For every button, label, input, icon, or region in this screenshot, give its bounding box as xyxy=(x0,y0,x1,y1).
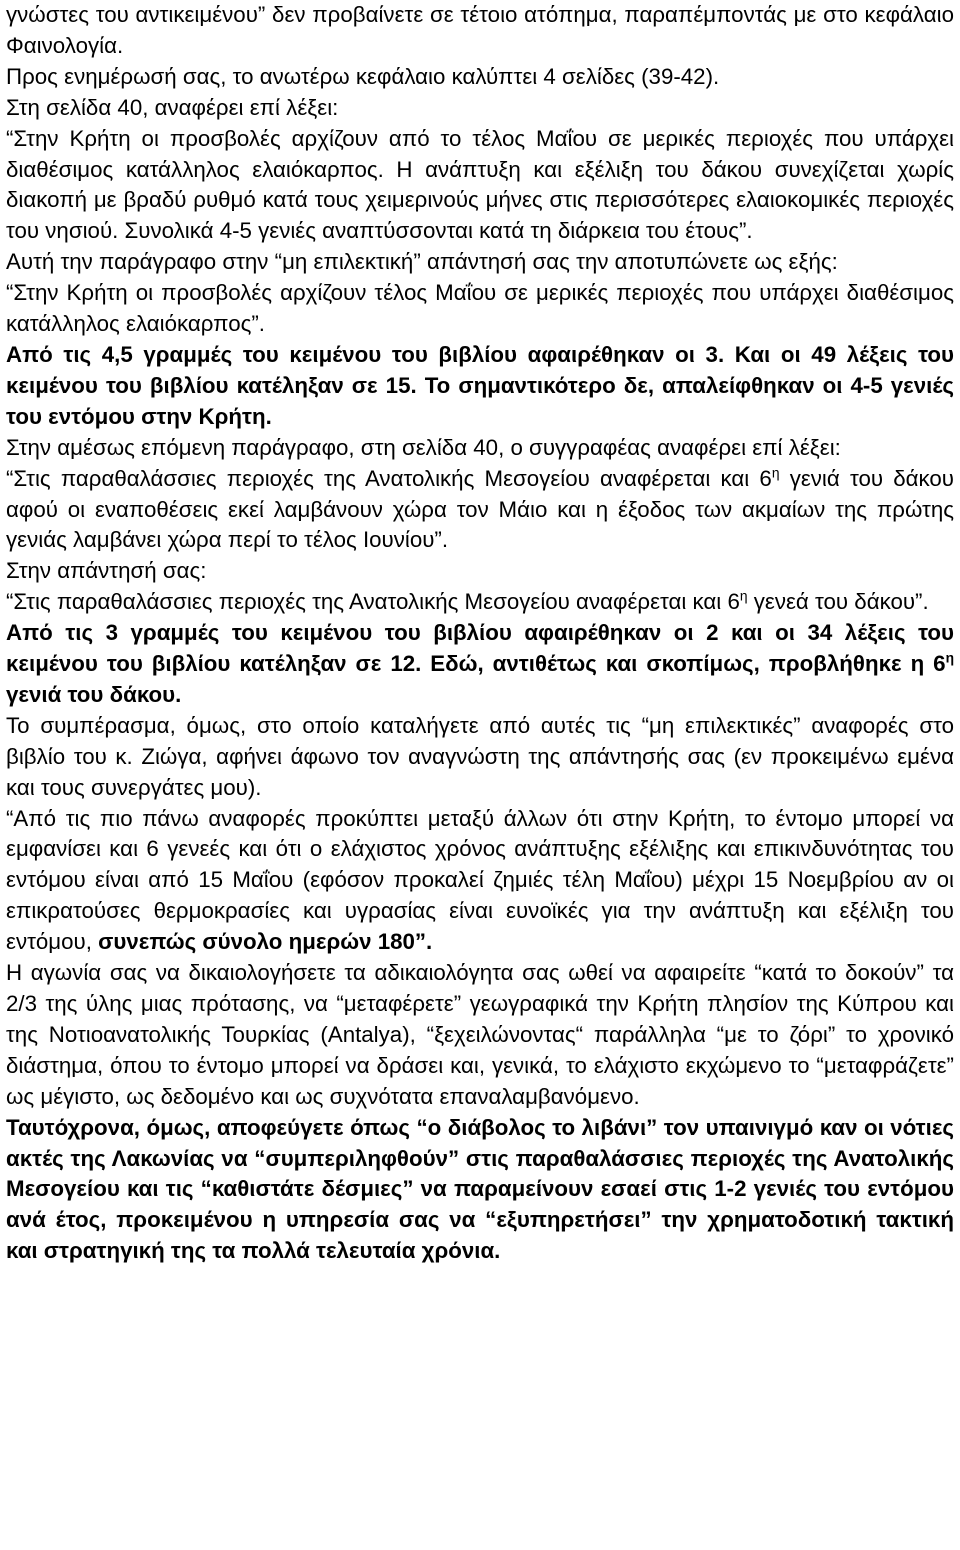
paragraph-book-quote-mediterranean xyxy=(6,464,954,557)
quote-text: γενεά του δάκου”. xyxy=(747,589,929,615)
paragraph-reply-conclusion-quote xyxy=(6,804,954,959)
quote-text: “Στις παραθαλάσσιες περιοχές της Ανατολικής Μεσογείου αναφέρεται και 6 xyxy=(6,589,740,615)
quote-text: “Από τις πιο πάνω αναφορές προκύπτει μεταξύ άλλων ότι στην Κρήτη, το έντομο μπορεί να εμφανίσει και 6 γενεές και ότι ο ελάχιστος χρόνος ανάπτυξης εξέλιξης και επικινδυνότητας του εντόμου είναι από 15 Μαΐου (εφόσον προκαλεί ζημιές τέλη Μαΐου) μέχρι 15 Νοεμβρίου αν οι επικρατούσες θερμοκρασίες και υγρασίας είναι ευνοϊκές για την ανάπτυξη και εξέλιξη του εντόμου, xyxy=(6,805,954,955)
paragraph-bold-final: Ταυτόχρονα, όμως, αποφεύγετε όπως “ο διάβολος το λιβάνι” τον υπαινιγμό καν οι νότιες ακτές της Λακωνίας να “συμπεριληφθούν” στις παραθαλάσσιες περιοχές της Ανατολικής Μεσογείου και τις “καθιστάτε δέσμιες” να παραμείνουν εσαεί στις 1-2 γενιές του εντόμου ανά έτος, προκειμένου η υπηρεσία σας να “εξυπηρετήσει” την χρηματοδοτική τακτική και στρατηγική της τα πολλά τελευταία χρόνια. xyxy=(6,1114,954,1264)
bold-text: συνεπώς σύνολο ημερών 180”. xyxy=(98,929,433,955)
paragraph-bold-comparison-1: Από τις 4,5 γραμμές του κειμένου του βιβλίου αφαιρέθηκαν οι 3. Και οι 49 λέξεις του κειμένου του βιβλίου κατέληξαν σε 15. Το σημαντικότερο δε, απαλείφθηκαν οι 4-5 γενιές του εντόμου στην Κρήτη. xyxy=(6,341,954,429)
paragraph-reply-intro: Αυτή την παράγραφο στην “μη επιλεκτική” απάντησή σας την αποτυπώνετε ως εξής: xyxy=(6,249,838,275)
paragraph-reference-note: γνώστες του αντικειμένου” δεν προβαίνετε σε τέτοιο ατόπημα, παραπέμποντάς με στο κεφάλαιο Φαινολογία. xyxy=(6,2,954,58)
superscript: η xyxy=(739,587,748,604)
superscript: η xyxy=(771,464,780,481)
paragraph-criticism: Η αγωνία σας να δικαιολογήσετε τα αδικαιολόγητα σας ωθεί να αφαιρείτε “κατά το δοκούν” τα 2/3 της ύλης μιας πρότασης, να “μεταφέρετε” γεωγραφικά την Κρήτη πλησίον της Κύπρου και της Νοτιοανατολικής Τουρκίας (Antalya), “ξεχειλώνοντας“ παράλληλα “με το ζόρι” το χρονικό διάστημα, όπου το έντομο μπορεί να δράσει και, γενικά, το ελάχιστο εκχώμενο το “μεταφράζετε” ως μέγιστο, ως δεδομένο και ως συχνότατα επαναλαμβανόμενο. xyxy=(6,960,954,1109)
paragraph-reply-quote-crete: “Στην Κρήτη οι προσβολές αρχίζουν τέλος Μαΐου σε μερικές περιοχές που υπάρχει διαθέσιμος κατάλληλος ελαιόκαρπος”. xyxy=(6,280,954,337)
paragraph-quote-intro: Στη σελίδα 40, αναφέρει επί λέξει: xyxy=(6,94,339,120)
paragraph-chapter-pages: Προς ενημέρωσή σας, το ανωτέρω κεφάλαιο καλύπτει 4 σελίδες (39-42). xyxy=(6,63,720,89)
quote-text: “Στην Κρήτη οι προσβολές αρχίζουν από το τέλος Μαΐου σε μερικές περιοχές που υπάρχει διαθέσιμος κατάλληλος ελαιόκαρπος. xyxy=(6,125,954,182)
paragraph-next-quote-intro: Στην αμέσως επόμενη παράγραφο, στη σελίδα 40, ο συγγραφέας αναφέρει επί λέξει: xyxy=(6,434,841,460)
paragraph-bold-comparison-2 xyxy=(6,618,954,711)
paragraph-book-quote-crete xyxy=(6,124,954,248)
paragraph-conclusion-intro: Το συμπέρασμα, όμως, στο οποίο καταλήγετε από αυτές τις “μη επιλεκτικές” αναφορές στο βιβλίο του κ. Ζιώγα, αφήνει άφωνο τον αναγνώστη της απάντησής σας (εν προκειμένω εμένα και τους συνεργάτες μου). xyxy=(6,712,954,800)
paragraph-reply-quote-mediterranean xyxy=(6,587,954,618)
quote-text: “Στις παραθαλάσσιες περιοχές της Ανατολικής Μεσογείου αναφέρεται και 6 xyxy=(6,465,772,491)
bold-text: Από τις 3 γραμμές του κειμένου του βιβλίου αφαιρέθηκαν οι 2 και οι 34 λέξεις του κειμένου του βιβλίου κατέληξαν σε 12. Εδώ, αντιθέτως και σκοπίμως, προβλήθηκε η 6 xyxy=(6,620,954,677)
bold-text: γενιά του δάκου. xyxy=(6,681,182,707)
quote-text: Η ανάπτυξη και εξέλιξη του δάκου συνεχίζεται χωρίς διακοπή με βραδύ ρυθμό κατά τους χειμερινούς μήνες στις περισσότερες ελαιοκομικές περιοχές του νησιού. Συνολικά 4-5 γενιές αναπτύσσονται κατά τη διάρκεια του έτους”. xyxy=(6,156,954,244)
paragraph-reply-label: Στην απάντησή σας: xyxy=(6,558,207,584)
quote-text: γενιά του δάκου αφού οι εναποθέσεις εκεί λαμβάνουν χώρα τον Μάιο και η έξοδος των ακμαίων της πρώτης γενιάς λαμβάνει χώρα περί το τέλος Ιουνίου”. xyxy=(6,465,955,553)
superscript: η xyxy=(945,649,954,666)
